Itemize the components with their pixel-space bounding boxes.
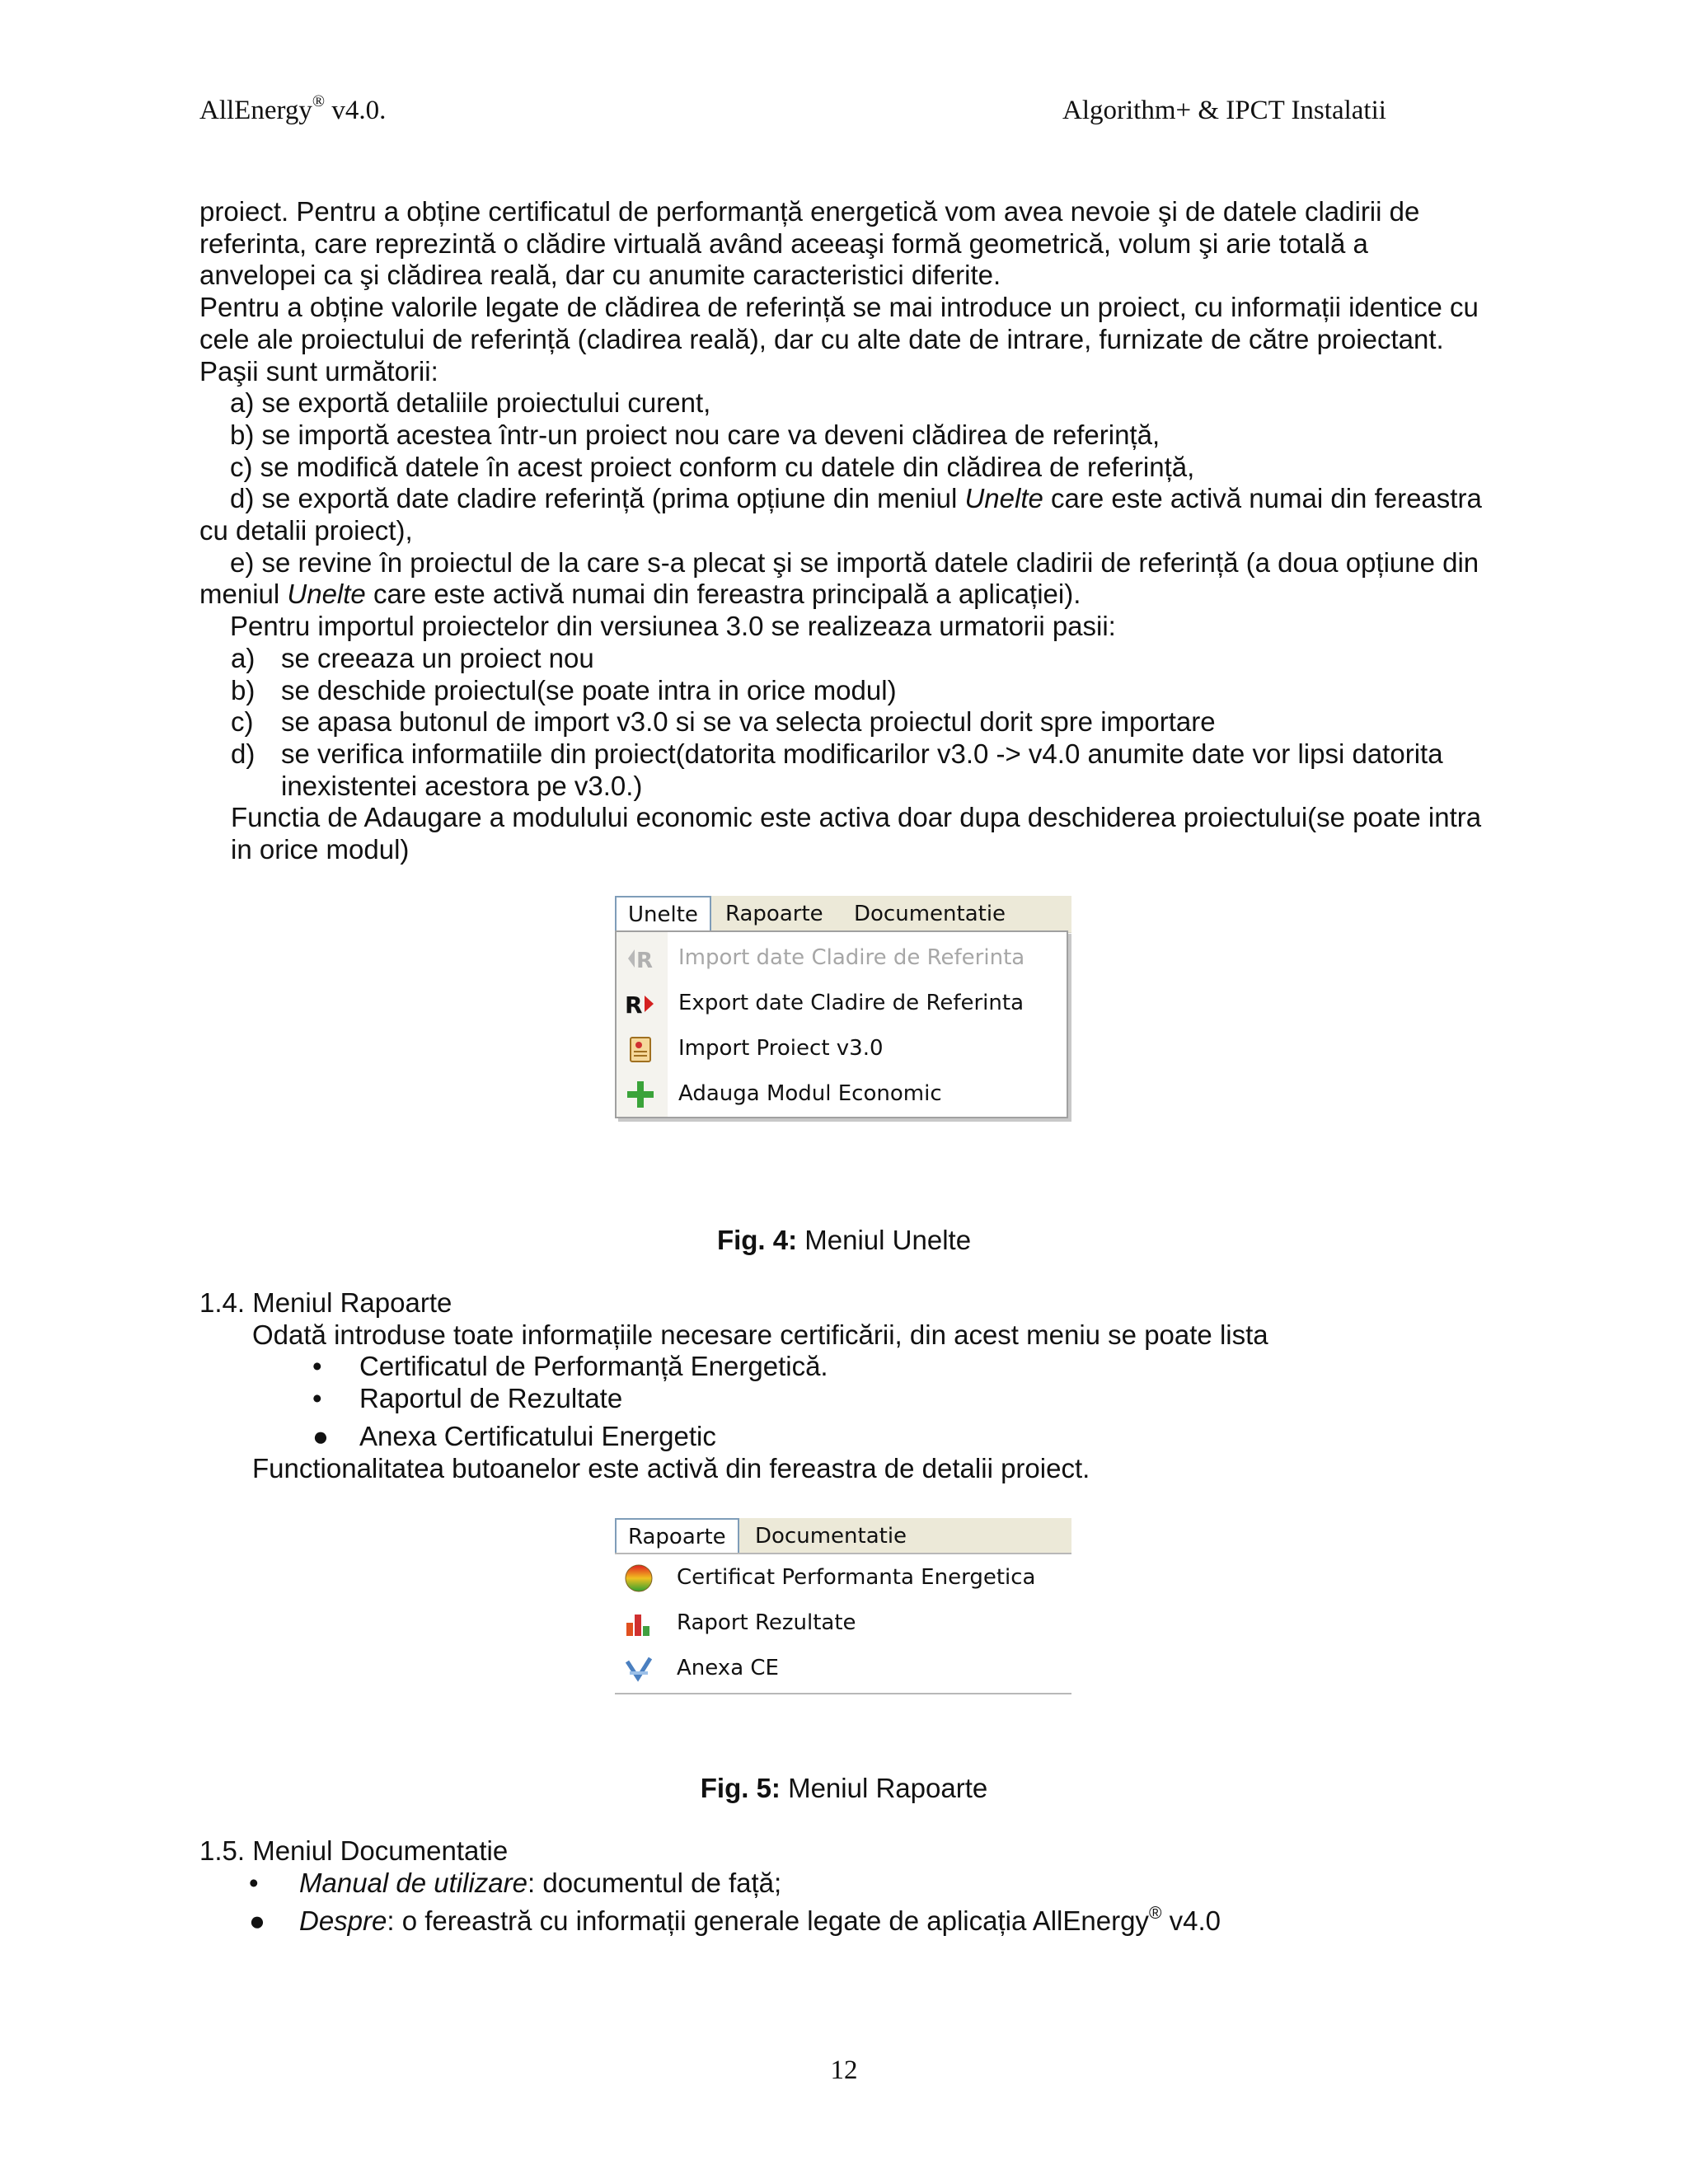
section-documentatie bbox=[199, 1835, 1485, 1938]
tab-unelte[interactable]: Unelte bbox=[615, 896, 711, 930]
report-chart-icon bbox=[623, 1608, 654, 1639]
list-text: Certificatul de Performanță Energetică. bbox=[359, 1351, 828, 1382]
list-text: se deschide proiectul(se poate intra in orice modul) bbox=[281, 674, 897, 705]
section-title: 1.5. Meniul Documentatie bbox=[199, 1835, 509, 1866]
menu-item-import-reference[interactable] bbox=[617, 935, 1067, 980]
menu-item-label: Anexa CE bbox=[677, 1656, 779, 1680]
list-item bbox=[199, 1351, 1485, 1383]
menu-item-label: Import date Cladire de Referinta bbox=[678, 945, 1025, 970]
list-item bbox=[199, 1868, 1485, 1900]
list-text: : o fereastră cu informații generale legate de aplicația AllEnergy bbox=[387, 1905, 1149, 1937]
list-text: se verifica informatiile din proiect(datorita modificarilor v3.0 -> v4.0 anumite date vor lipsi datorita inexistentei acestora pe v3.0.) bbox=[281, 738, 1443, 801]
list-text: Raportul de Rezultate bbox=[359, 1383, 623, 1414]
menu-item-label: Certificat Performanta Energetica bbox=[677, 1565, 1036, 1590]
menu-name: Unelte bbox=[964, 483, 1043, 514]
annex-icon bbox=[623, 1653, 654, 1685]
list-text: se creeaza un proiect nou bbox=[281, 642, 594, 673]
menu-name: Unelte bbox=[287, 579, 366, 610]
caption-text: Meniul Rapoarte bbox=[780, 1773, 988, 1803]
registered-mark: ® bbox=[1148, 1904, 1162, 1924]
figure-caption bbox=[0, 1225, 1688, 1257]
bullet: ● bbox=[249, 1905, 265, 1937]
step-item bbox=[199, 483, 1485, 546]
list-text: v4.0 bbox=[1161, 1905, 1221, 1937]
paragraph: Functionalitatea butoanelor este activă din fereastra de detalii proiect. bbox=[252, 1452, 1090, 1483]
list-item bbox=[199, 1421, 1485, 1453]
svg-text:R: R bbox=[625, 991, 643, 1019]
menu-bar bbox=[615, 1518, 1071, 1555]
step-item bbox=[199, 547, 1485, 611]
list-item bbox=[199, 1905, 1485, 1938]
tab-documentatie[interactable]: Documentatie bbox=[854, 902, 1006, 926]
step-text: e) se revine în proiectul de la care s-a plecat şi se importă datele cladirii de referință (a doua opțiune din meniul bbox=[199, 546, 1479, 610]
import-reference-icon bbox=[625, 943, 656, 974]
unelte-menu-screenshot bbox=[615, 896, 1071, 1127]
paragraph: proiect. Pentru a obține certificatul de performanță energetică vom avea nevoie şi de datele cladirii de referinta, care reprezintă o clădire virtuală având aceeaşi formă geometrică, volum şi arie totală a anvelopei ca şi clădirea reală, dar cu anumite caracteristici diferite. bbox=[199, 196, 1420, 291]
paragraph: Pentru importul proiectelor din versiunea 3.0 se realizeaza urmatorii pasii: bbox=[230, 611, 1116, 642]
menu-item-label: Raport Rezultate bbox=[677, 1610, 856, 1635]
rapoarte-menu-screenshot bbox=[615, 1518, 1071, 1701]
list-marker: d) bbox=[231, 738, 256, 769]
step-item: a) se exportă detaliile proiectului curent, bbox=[230, 387, 711, 419]
paragraph: Odată introduse toate informațiile necesare certificării, din acest meniu se poate lista bbox=[252, 1319, 1268, 1350]
section-title: 1.4. Meniul Rapoarte bbox=[199, 1287, 452, 1318]
menu-item-label: Import Proiect v3.0 bbox=[678, 1036, 884, 1061]
tab-rapoarte[interactable]: Rapoarte bbox=[615, 1518, 739, 1553]
bullet: • bbox=[312, 1383, 322, 1414]
list-item bbox=[199, 738, 1485, 802]
step-text: care este activă numai din fereastra principală a aplicației). bbox=[365, 579, 1081, 610]
svg-text:R: R bbox=[636, 949, 654, 973]
menu-item-label: Export date Cladire de Referinta bbox=[678, 991, 1025, 1015]
menu-item-import-project[interactable] bbox=[617, 1026, 1067, 1071]
list-marker: c) bbox=[231, 706, 254, 738]
add-plus-icon bbox=[625, 1079, 656, 1110]
bullet: • bbox=[249, 1867, 259, 1898]
import-project-icon bbox=[625, 1033, 656, 1065]
page-content bbox=[199, 196, 1485, 866]
header-left bbox=[199, 92, 387, 126]
item-title: Manual de utilizare bbox=[299, 1867, 528, 1898]
section-rapoarte bbox=[199, 1287, 1485, 1484]
step-text: care este activă numai din fereastra cu detalii proiect), bbox=[199, 483, 1482, 546]
menu-item-report[interactable] bbox=[615, 1601, 1071, 1645]
step-item: c) se modifică datele în acest proiect conform cu datele din clădirea de referință, bbox=[230, 451, 1195, 482]
export-reference-icon bbox=[625, 988, 656, 1019]
list-text: Anexa Certificatului Energetic bbox=[359, 1420, 716, 1451]
certificate-icon bbox=[623, 1563, 654, 1594]
list-item bbox=[199, 706, 1485, 738]
figure-caption bbox=[0, 1773, 1688, 1805]
step-text: d) se exportă date cladire referință (prima opțiune din meniul bbox=[230, 483, 965, 514]
list-marker: b) bbox=[231, 674, 256, 705]
bullet: ● bbox=[312, 1420, 329, 1451]
registered-mark: ® bbox=[312, 92, 326, 110]
caption-label: Fig. 4: bbox=[716, 1225, 798, 1255]
step-item: b) se importă acestea într-un proiect nou care va deveni clădirea de referință, bbox=[230, 419, 1160, 450]
menu-item-label: Adauga Modul Economic bbox=[678, 1081, 942, 1106]
list-text: : documentul de față; bbox=[528, 1867, 782, 1898]
list-item bbox=[199, 1383, 1485, 1415]
app-name: AllEnergy bbox=[199, 96, 312, 125]
list-item bbox=[199, 643, 1485, 675]
menu-item-annex[interactable] bbox=[615, 1646, 1071, 1690]
menu-bar bbox=[615, 896, 1071, 933]
list-marker: a) bbox=[231, 642, 256, 673]
menu-item-add-economic[interactable] bbox=[617, 1071, 1067, 1116]
page-number: 12 bbox=[830, 2055, 858, 2085]
tab-rapoarte[interactable]: Rapoarte bbox=[725, 902, 823, 926]
app-version: v4.0. bbox=[325, 96, 387, 125]
paragraph: Pentru a obține valorile legate de clădirea de referință se mai introduce un proiect, cu informații identice cu cele ale proiectului de referință (cladirea reală), dar cu alte date de intrare, furnizate de către proiectant. Paşii sunt următorii: bbox=[199, 292, 1479, 387]
caption-text: Meniul Unelte bbox=[797, 1225, 972, 1255]
bullet: • bbox=[312, 1351, 322, 1382]
item-title: Despre bbox=[299, 1905, 387, 1937]
rapoarte-dropdown bbox=[615, 1553, 1071, 1694]
menu-item-export-reference[interactable] bbox=[617, 981, 1067, 1025]
header-right: Algorithm+ & IPCT Instalatii bbox=[1062, 96, 1386, 125]
menu-item-certificate[interactable] bbox=[615, 1555, 1071, 1600]
unelte-dropdown bbox=[615, 930, 1068, 1118]
list-text: se apasa butonul de import v3.0 si se va selecta proiectul dorit spre importare bbox=[281, 706, 1216, 738]
paragraph: Functia de Adaugare a modulului economic este activa doar dupa deschiderea proiectului(se poate intra in orice modul) bbox=[231, 802, 1482, 865]
tab-documentatie[interactable]: Documentatie bbox=[755, 1524, 907, 1549]
list-item bbox=[199, 675, 1485, 707]
caption-label: Fig. 5: bbox=[700, 1773, 781, 1803]
